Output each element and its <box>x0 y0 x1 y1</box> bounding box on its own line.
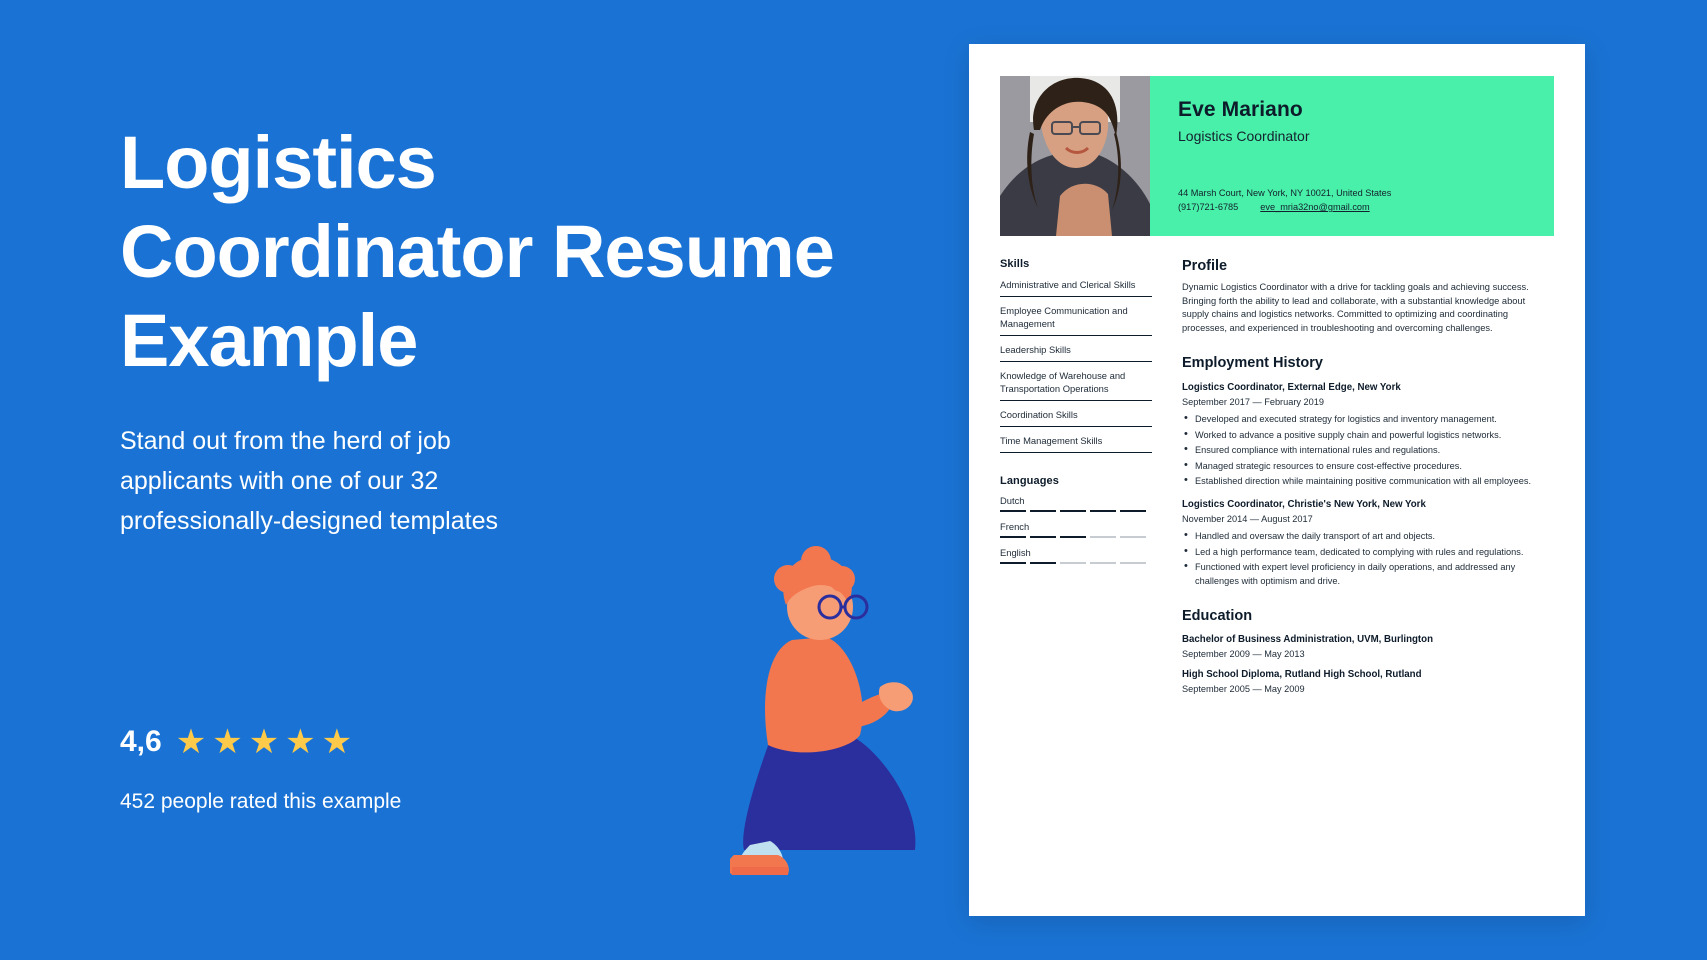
contact-email-link[interactable]: eve_mria32no@gmail.com <box>1260 202 1370 212</box>
level-bar <box>1090 536 1116 538</box>
job-title: Logistics Coordinator, Christie's New York, New York <box>1182 499 1426 511</box>
job-bullet: • Established direction while maintaining positive communication with all employees. <box>1182 475 1554 488</box>
avatar <box>1000 76 1150 236</box>
job-title: Logistics Coordinator, External Edge, New York <box>1182 382 1401 394</box>
education-item <box>1182 669 1554 694</box>
resume-preview[interactable] <box>969 44 1585 916</box>
education-heading: Education <box>1182 608 1253 625</box>
language-item <box>1000 495 1152 512</box>
level-bar <box>1060 510 1086 512</box>
skill-item: Administrative and Clerical Skills <box>1000 278 1152 297</box>
level-bar <box>1000 562 1026 564</box>
level-bar <box>1030 562 1056 564</box>
education-item <box>1182 634 1554 659</box>
contact-address: 44 Marsh Court, New York, NY 10021, United States <box>1178 188 1392 198</box>
level-bar <box>1000 510 1026 512</box>
star-icon: ★ <box>285 723 316 761</box>
skill-item: Leadership Skills <box>1000 343 1152 362</box>
level-bar <box>1060 536 1086 538</box>
employment-heading: Employment History <box>1182 355 1323 372</box>
rating-row <box>120 725 352 759</box>
page-title: Logistics Coordinator Resume Example <box>120 121 834 382</box>
profile-text: Dynamic Logistics Coordinator with a drive for tackling goals and achieving success. Bringing forth the ability to lead and collaborate, with a substantial knowledge about supply chains and logistics networks. Committed to optimizing and coordinating processes, and experienced in troubleshooting and overcoming challenges. <box>1182 282 1529 333</box>
level-bar <box>1120 562 1146 564</box>
skill-item: Coordination Skills <box>1000 408 1152 427</box>
rating-caption: 452 people rated this example <box>120 790 402 813</box>
language-item <box>1000 521 1152 538</box>
education-title: High School Diploma, Rutland High School, Rutland <box>1182 669 1422 681</box>
language-name: English <box>1000 547 1031 558</box>
resume-identity <box>1150 76 1554 236</box>
language-level-bars <box>1000 562 1152 564</box>
star-icon: ★ <box>175 723 207 761</box>
education-title: Bachelor of Business Administration, UVM, Burlington <box>1182 634 1433 646</box>
skill-item: Knowledge of Warehouse and Transportation Operations <box>1000 369 1152 401</box>
job-bullet: • Handled and oversaw the daily transport of art and objects. <box>1182 530 1554 543</box>
resume-header <box>1000 76 1554 236</box>
resume-sidebar <box>1000 258 1152 694</box>
language-name: French <box>1000 521 1030 532</box>
language-level-bars <box>1000 536 1152 538</box>
job-dates: November 2014 — August 2017 <box>1182 514 1313 525</box>
level-bar <box>1060 562 1086 564</box>
rating-score: 4,6 <box>120 725 162 758</box>
language-item <box>1000 547 1152 564</box>
job-dates: September 2017 — February 2019 <box>1182 397 1324 408</box>
languages-block <box>1000 475 1152 564</box>
level-bar <box>1120 536 1146 538</box>
star-icon: ★ <box>212 723 243 761</box>
education-dates: September 2009 — May 2013 <box>1182 649 1305 660</box>
education-dates: September 2005 — May 2009 <box>1182 684 1305 695</box>
skills-heading: Skills <box>1000 258 1030 270</box>
job-bullets <box>1182 530 1554 588</box>
promo-block <box>120 118 840 541</box>
job-bullet: • Led a high performance team, dedicated to complying with rules and regulations. <box>1182 546 1554 559</box>
resume-main <box>1182 258 1554 694</box>
level-bar <box>1090 562 1116 564</box>
profile-heading: Profile <box>1182 258 1228 274</box>
promo-subtitle: Stand out from the herd of job applicants with one of our 32 professionally-designed templates <box>120 427 498 535</box>
star-icon: ★ <box>248 723 280 761</box>
level-bar <box>1090 510 1116 512</box>
level-bar <box>1030 510 1056 512</box>
resume-name: Eve Mariano <box>1178 98 1303 121</box>
level-bar <box>1000 536 1026 538</box>
language-level-bars <box>1000 510 1152 512</box>
languages-heading: Languages <box>1000 475 1059 487</box>
employment-item <box>1182 382 1554 488</box>
rating-stars <box>176 725 352 759</box>
person-illustration <box>730 545 990 875</box>
job-bullet: • Developed and executed strategy for logistics and inventory management. <box>1182 413 1554 426</box>
skill-item: Time Management Skills <box>1000 434 1152 453</box>
level-bar <box>1030 536 1056 538</box>
star-icon: ★ <box>321 723 353 761</box>
contact-phone: (917)721-6785 <box>1178 202 1239 212</box>
job-bullet: • Managed strategic resources to ensure cost-effective procedures. <box>1182 460 1554 473</box>
skill-item: Employee Communication and Management <box>1000 304 1152 336</box>
resume-contact <box>1178 186 1391 214</box>
job-bullets <box>1182 413 1554 488</box>
employment-item <box>1182 499 1554 588</box>
job-bullet: • Ensured compliance with international rules and regulations. <box>1182 444 1554 457</box>
resume-role: Logistics Coordinator <box>1178 128 1310 144</box>
level-bar <box>1120 510 1146 512</box>
job-bullet: • Functioned with expert level proficiency in daily operations, and addressed any challenges with optimism and drive. <box>1182 561 1554 588</box>
language-name: Dutch <box>1000 495 1025 506</box>
job-bullet: • Worked to advance a positive supply chain and powerful logistics networks. <box>1182 429 1554 442</box>
